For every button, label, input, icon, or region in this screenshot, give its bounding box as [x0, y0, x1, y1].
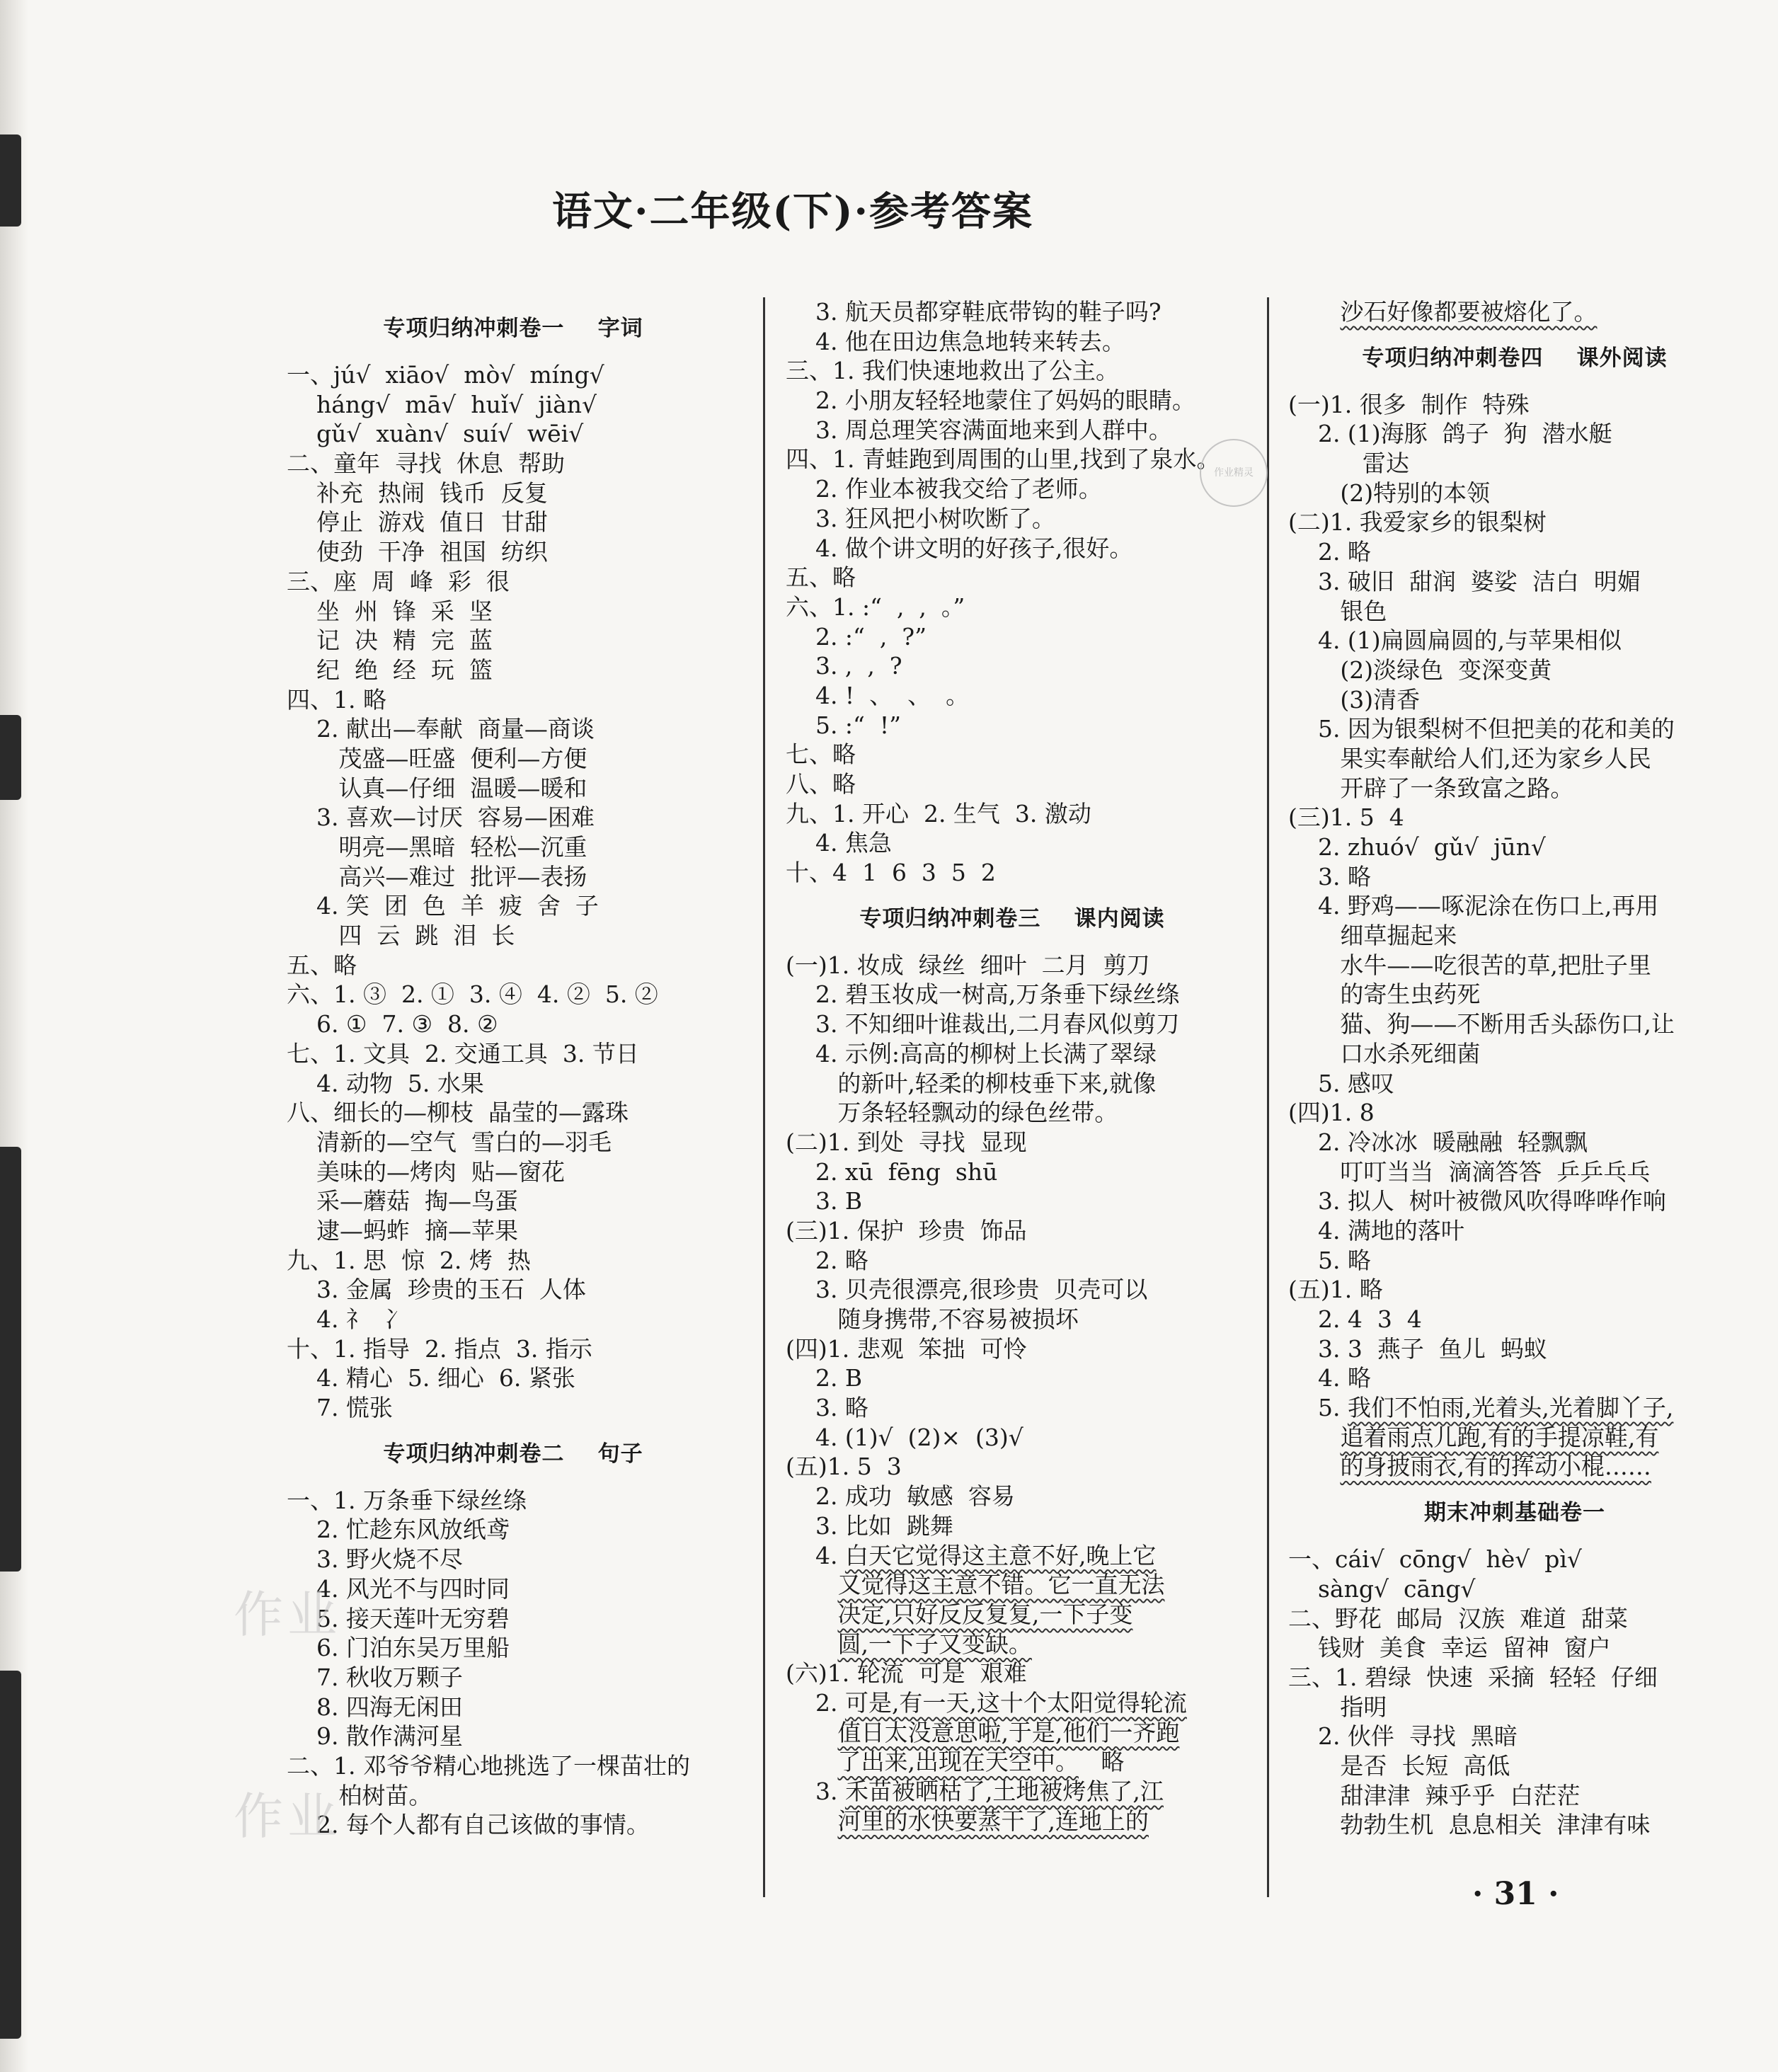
answer-line: sàng√ cāng√	[1288, 1574, 1476, 1603]
answer-line: 认真—仔细 温暖—暖和	[287, 774, 587, 802]
answer-line: 高兴—难过 批评—表扬	[287, 862, 587, 891]
answer-line: (2)淡绿色 变深变黄	[1288, 656, 1552, 684]
answer-line: 4. ! 、 、 。	[786, 681, 970, 709]
answer-prefix	[786, 1630, 837, 1658]
answer-line: 2. 忙趁东风放纸鸢	[287, 1516, 510, 1544]
answer-line: 3. 喜欢—讨厌 容易—困难	[287, 803, 595, 832]
answer-line: 的新叶,轻柔的柳枝垂下来,就像	[786, 1069, 1157, 1097]
answer-line: 9. 散作满河星	[287, 1722, 463, 1751]
answer-line: 柏树苗。	[287, 1781, 432, 1809]
answer-line: 4. (1)√ (2)× (3)√	[786, 1423, 1023, 1451]
answer-line: 3. 狂风把小树吹断了。	[786, 504, 1055, 532]
answer-line: 4. 示例:高高的柳树上长满了翠绿	[786, 1039, 1157, 1068]
answer-prefix	[786, 1748, 837, 1775]
underlined-answer: 的身披雨衣,有的挥动小棍……	[1340, 1453, 1651, 1481]
answer-line: 水牛——吃很苦的草,把肚子里	[1288, 951, 1651, 979]
answer-line: 2. 小朋友轻轻地蒙住了妈妈的眼睛。	[786, 387, 1195, 415]
answer-line: 三、座 周 峰 彩 很	[287, 567, 510, 595]
section-heading: 期末冲刺基础卷一	[1424, 1500, 1605, 1526]
underlined-answer: 可是,有一天,这十个太阳觉得轮流	[844, 1688, 1187, 1717]
answer-line: 雷达	[1288, 450, 1409, 478]
answer-line: 4. 略	[1288, 1364, 1371, 1392]
answer-line	[786, 1807, 1239, 1836]
underlined-answer: 禾苗被晒枯了,土地被烤焦了,江	[844, 1778, 1164, 1805]
underlined-answer: 河里的水快要蒸干了,连地上的	[837, 1807, 1149, 1835]
answer-line: 七、1. 文具 2. 交通工具 3. 节日	[287, 1039, 639, 1068]
answer-line: 停止 游戏 值日 甘甜	[287, 508, 548, 537]
answer-line: (六)1. 轮流 可是 艰难	[786, 1659, 1027, 1688]
answer-line: 8. 四海无闲田	[287, 1693, 463, 1721]
answer-line: 3. 3 燕子 鱼儿 蚂蚁	[1288, 1334, 1547, 1363]
watermark: 作业	[234, 1586, 341, 1644]
answer-line: (四)1. 8	[1288, 1099, 1375, 1127]
answer-line: 三、1. 碧绿 快速 采摘 轻轻 仔细	[1288, 1663, 1658, 1691]
answer-line: 九、1. 思 惊 2. 烤 热	[287, 1246, 531, 1274]
answer-prefix	[786, 1601, 837, 1628]
answer-line: 5. :“ !”	[786, 711, 902, 739]
answer-line: (一)1. 妆成 绿丝 细叶 二月 剪刀	[786, 951, 1150, 979]
underlined-answer: 追着雨点儿跑,有的手提凉鞋,有	[1340, 1423, 1659, 1451]
answer-column-2	[786, 297, 1239, 1836]
answer-line: 5. 略	[1288, 1246, 1371, 1274]
answer-line: 4. 礻 冫	[287, 1305, 408, 1333]
answer-prefix	[1288, 1453, 1340, 1480]
answer-line: 一、1. 万条垂下绿丝绦	[287, 1486, 527, 1514]
answer-line: 坐 州 锋 采 坚	[287, 597, 493, 625]
answer-line: 是否 长短 高低	[1288, 1751, 1510, 1780]
answer-line: 明亮—黑暗 轻松—沉重	[287, 833, 587, 861]
answer-line: 2. zhuó√ gǔ√ jūn√	[1288, 833, 1546, 861]
section-heading: 专项归纳冲刺卷三 课内阅读	[859, 905, 1165, 932]
answer-prefix: 4.	[786, 1541, 845, 1569]
answer-line: 3. 野火烧不尽	[287, 1545, 463, 1574]
answer-line: 6. ① 7. ③ 8. ②	[287, 1010, 498, 1038]
answer-line: 2. 献出—奉献 商量—商谈	[287, 715, 595, 743]
answer-prefix: 2.	[786, 1688, 845, 1717]
answer-line: 八、略	[786, 770, 856, 798]
answer-line: 3. 破旧 甜润 婆娑 洁白 明媚	[1288, 567, 1641, 595]
answer-line: 3. 比如 跳舞	[786, 1511, 953, 1540]
answer-line: 开辟了一条致富之路。	[1288, 774, 1574, 802]
answer-line	[1288, 1423, 1741, 1453]
answer-line: 7. 秋收万颗子	[287, 1663, 463, 1691]
answer-line: (三)1. 5 4	[1288, 803, 1404, 832]
answer-prefix	[786, 1571, 837, 1598]
answer-line: 2. 冷冰冰 暖融融 轻飘飘	[1288, 1128, 1588, 1156]
answer-line: 3. 拟人 树叶被微风吹得哗哗作响	[1288, 1187, 1666, 1215]
answer-line: 果实奉献给人们,还为家乡人民	[1288, 744, 1651, 772]
answer-line: 使劲 干净 祖国 纺织	[287, 538, 548, 566]
answer-line: 3. 略	[786, 1394, 868, 1422]
answer-line: (三)1. 保护 珍贵 饰品	[786, 1216, 1027, 1244]
answer-line: 5. 接天莲叶无穷碧	[287, 1604, 510, 1632]
answer-line: 采—蘑菇 掏—鸟蛋	[287, 1187, 518, 1215]
answer-line: 二、野花 邮局 汉族 难道 甜菜	[1288, 1604, 1628, 1632]
answer-line: (四)1. 悲观 笨拙 可怜	[786, 1334, 1027, 1363]
answer-line: 2. 成功 敏感 容易	[786, 1482, 1015, 1511]
answer-prefix: 5.	[1288, 1394, 1348, 1422]
answer-line: 2. 碧玉妆成一树高,万条垂下绿丝绦	[786, 980, 1180, 1009]
answer-line: 3. 略	[1288, 862, 1371, 891]
page-number: · 31 ·	[1472, 1876, 1559, 1912]
column-divider	[763, 297, 765, 1897]
answer-line: 九、1. 开心 2. 生气 3. 激动	[786, 799, 1091, 828]
answer-line: (二)1. 我爱家乡的银梨树	[1288, 508, 1547, 537]
answer-line: 2. 略	[786, 1246, 868, 1274]
column-divider	[1267, 297, 1269, 1897]
answer-line	[786, 1541, 1239, 1571]
answer-line: 的寄生虫药死	[1288, 980, 1481, 1009]
answer-line: 一、cái√ cōng√ hè√ pì√	[1288, 1545, 1582, 1574]
answer-line: 4. 满地的落叶	[1288, 1216, 1464, 1244]
answer-line: 4. 他在田边焦急地转来转去。	[786, 327, 1125, 355]
answer-line	[786, 1718, 1239, 1748]
answer-column-1	[287, 297, 740, 1840]
answer-line: 五、略	[786, 563, 856, 592]
answer-line: 五、略	[287, 951, 357, 979]
answer-line: 4. 焦急	[786, 829, 892, 857]
answer-line: 3. 贝壳很漂亮,很珍贵 贝壳可以	[786, 1276, 1148, 1304]
answer-line: 十、4 1 6 3 5 2	[786, 859, 996, 887]
answer-line: (二)1. 到处 寻找 显现	[786, 1128, 1027, 1156]
answer-line	[786, 1600, 1239, 1630]
answer-line	[1288, 297, 1741, 327]
answer-line: 5. 因为银梨树不但把美的花和美的	[1288, 715, 1675, 743]
underlined-answer: 了出来,出现在天空中。	[837, 1748, 1079, 1776]
answer-line: 4. 笑 团 色 羊 疲 舍 子	[287, 892, 599, 920]
answer-line: 5. 感叹	[1288, 1069, 1394, 1097]
answer-line: 3. 周总理笑容满面地来到人群中。	[786, 416, 1172, 444]
answer-line: 十、1. 指导 2. 指点 3. 指示	[287, 1334, 592, 1363]
answer-line: 3. B	[786, 1187, 863, 1215]
answer-line	[786, 1688, 1239, 1718]
underlined-answer: 又觉得这主意不错。它一直无法	[837, 1571, 1165, 1599]
answer-line: 猫、狗——不断用舌头舔伤口,让	[1288, 1010, 1675, 1038]
answer-line: 7. 慌张	[287, 1394, 393, 1422]
answer-line: 二、童年 寻找 休息 帮助	[287, 450, 565, 478]
answer-line: 纪 绝 经 玩 篮	[287, 656, 493, 684]
answer-line: 6. 门泊东吴万里船	[287, 1634, 510, 1662]
answer-line: 六、1. :“ , , 。”	[786, 593, 965, 621]
answer-line: (五)1. 略	[1288, 1276, 1383, 1304]
answer-line: 2. 4 3 4	[1288, 1305, 1422, 1333]
underlined-answer: 圆,一下子又变缺。	[837, 1630, 1032, 1658]
answer-line: 四、1. 略	[287, 685, 386, 714]
answer-line	[786, 1777, 1239, 1807]
answer-line: 3. , , ?	[786, 652, 902, 680]
answer-prefix: 3.	[786, 1778, 845, 1805]
answer-line	[786, 1570, 1239, 1600]
answer-line: 四 云 跳 泪 长	[287, 922, 515, 950]
answer-line: 细草掘起来	[1288, 922, 1457, 950]
answer-line: 二、1. 邓爷爷精心地挑选了一棵苗壮的	[287, 1751, 690, 1780]
answer-line: 4. 做个讲文明的好孩子,很好。	[786, 534, 1133, 562]
watermark: 作业	[234, 1787, 341, 1845]
section-heading: 专项归纳冲刺卷四 课外阅读	[1362, 345, 1668, 371]
underlined-answer: 值日太没意思啦,于是,他们一齐跑	[837, 1718, 1180, 1746]
answer-line: 叮叮当当 滴滴答答 乒乒乓乓	[1288, 1157, 1651, 1186]
stamp-logo: 作业精灵	[1200, 439, 1268, 507]
answer-suffix: 略	[1078, 1748, 1125, 1776]
answer-line: 清新的—空气 雪白的—羽毛	[287, 1128, 612, 1156]
answer-line: 逮—蚂蚱 摘—苹果	[287, 1216, 518, 1244]
answer-line: 万条轻轻飘动的绿色丝带。	[786, 1099, 1118, 1127]
answer-line: 记 决 精 完 蓝	[287, 626, 493, 655]
answer-line: 3. 金属 珍贵的玉石 人体	[287, 1276, 586, 1304]
answer-line: 四、1. 青蛙跑到周围的山里,找到了泉水。	[786, 445, 1220, 474]
answer-line: 口水杀死细菌	[1288, 1039, 1481, 1068]
underlined-answer: 白天它觉得这主意不好,晚上它	[844, 1541, 1157, 1569]
answer-line: 4. (1)扁圆扁圆的,与苹果相似	[1288, 626, 1622, 655]
answer-line: 2. 略	[1288, 538, 1371, 566]
answer-line: gǔ√ xuàn√ suí√ wēi√	[287, 420, 584, 448]
answer-line: 4. 动物 5. 水果	[287, 1069, 484, 1097]
answer-line: 三、1. 我们快速地救出了公主。	[786, 357, 1119, 385]
answer-prefix	[1288, 1424, 1340, 1451]
answer-line: 美味的—烤肉 贴—窗花	[287, 1157, 565, 1186]
answer-line: 2. 伙伴 寻找 黑暗	[1288, 1722, 1518, 1751]
answer-prefix	[786, 1807, 837, 1835]
answer-line: 2. B	[786, 1364, 863, 1392]
answer-line	[1288, 1452, 1741, 1482]
answer-line: 钱财 美食 幸运 留神 窗户	[1288, 1634, 1611, 1662]
answer-line: (3)清香	[1288, 685, 1421, 714]
answer-line: 2. xū fēng shū	[786, 1157, 998, 1186]
section-heading: 专项归纳冲刺卷二 句子	[383, 1441, 643, 1467]
answer-line: 2. (1)海豚 鸽子 狗 潜水艇	[1288, 420, 1612, 448]
answer-line: 2. 作业本被我交给了老师。	[786, 475, 1102, 503]
underlined-answer: 决定,只好反反复复,一下子变	[837, 1600, 1133, 1628]
answer-line: 3. 航天员都穿鞋底带钩的鞋子吗?	[786, 298, 1162, 326]
answer-line: 3. 不知细叶谁裁出,二月春风似剪刀	[786, 1010, 1180, 1038]
answer-line: 2. 每个人都有自己该做的事情。	[287, 1811, 650, 1839]
answer-line: 补充 热闹 钱币 反复	[287, 479, 548, 507]
edge-mark	[0, 715, 21, 800]
answer-line	[1288, 1393, 1741, 1423]
answer-line: 4. 野鸡——啄泥涂在伤口上,再用	[1288, 892, 1659, 920]
underlined-answer: 我们不怕雨,光着头,光着脚丫子,	[1347, 1394, 1674, 1422]
answer-line: 指明	[1288, 1693, 1387, 1721]
section-heading: 专项归纳冲刺卷一 字词	[383, 316, 643, 341]
answer-line	[786, 1747, 1239, 1777]
underlined-answer: 沙石好像都要被熔化了。	[1340, 298, 1598, 326]
answer-line: (一)1. 很多 制作 特殊	[1288, 390, 1530, 418]
answer-line: háng√ mā√ huǐ√ jiàn√	[287, 390, 597, 418]
page-title: 语文·二年级(下)·参考答案	[552, 188, 1033, 235]
answer-prefix	[1288, 298, 1340, 326]
answer-line: (2)特别的本领	[1288, 479, 1491, 507]
answer-column-3	[1288, 297, 1741, 1840]
answer-line: 六、1. ③ 2. ① 3. ④ 4. ② 5. ②	[287, 980, 658, 1009]
answer-line: 随身携带,不容易被损坏	[786, 1305, 1079, 1333]
answer-line: 4. 风光不与四时同	[287, 1574, 510, 1603]
answer-line	[786, 1630, 1239, 1659]
edge-mark	[0, 1147, 21, 1572]
answer-line: 七、略	[786, 740, 856, 769]
answer-line: 勃勃生机 息息相关 津津有味	[1288, 1811, 1651, 1839]
answer-line: (五)1. 5 3	[786, 1453, 902, 1481]
answer-line: 4. 精心 5. 细心 6. 紧张	[287, 1364, 575, 1392]
answer-line: 2. :“ , ?”	[786, 622, 927, 651]
answer-prefix	[786, 1719, 837, 1746]
answer-line: 八、细长的—柳枝 晶莹的—露珠	[287, 1099, 629, 1127]
answer-line: 一、jú√ xiāo√ mò√ míng√	[287, 361, 604, 389]
answer-line: 银色	[1288, 597, 1387, 625]
answer-line: 茂盛—旺盛 便利—方便	[287, 744, 587, 772]
edge-mark	[0, 1671, 21, 2039]
answer-line: 甜津津 辣乎乎 白茫茫	[1288, 1781, 1581, 1809]
